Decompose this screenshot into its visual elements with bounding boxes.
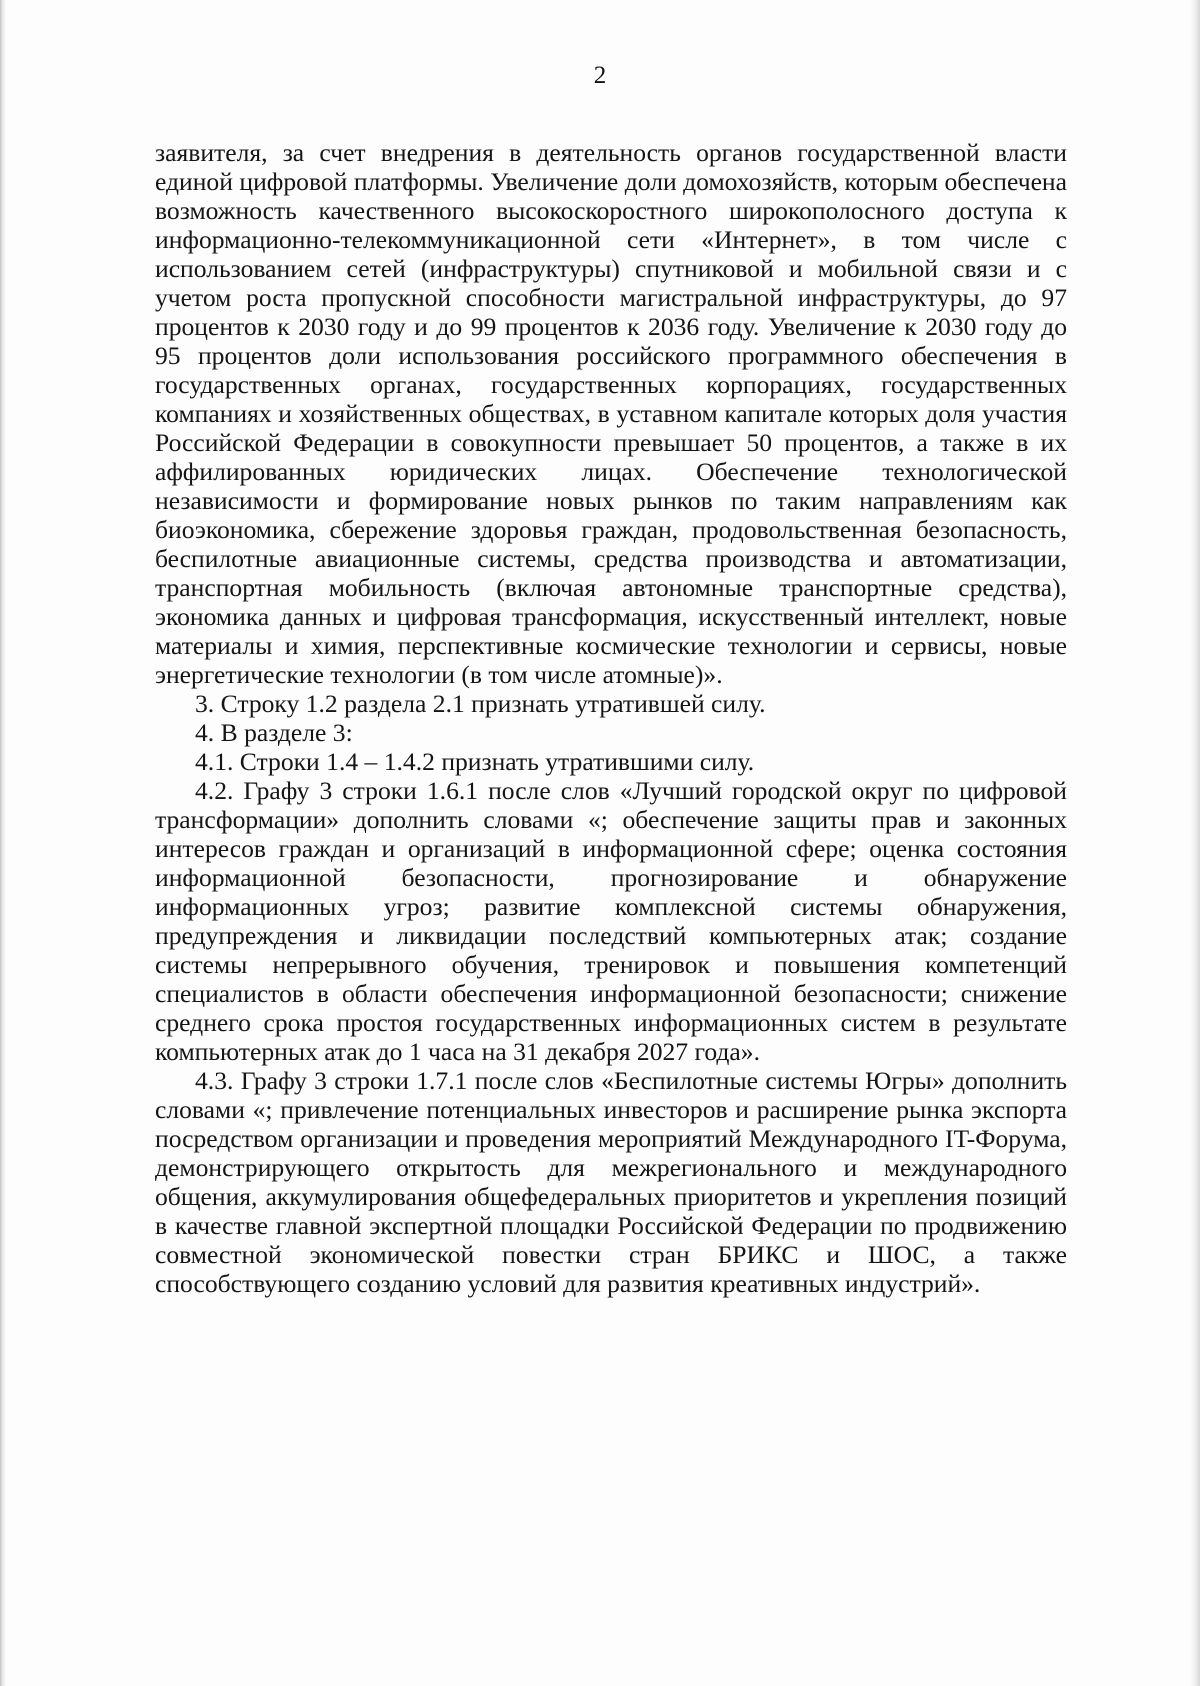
scan-edge-right [1190, 0, 1200, 1686]
paragraph-item-3: 3. Строку 1.2 раздела 2.1 признать утратившей силу. [195, 689, 766, 718]
paragraph-item-4-1: 4.1. Строки 1.4 – 1.4.2 признать утратившими силу. [195, 747, 755, 776]
paragraph-item-4: 4. В разделе 3: [195, 718, 353, 747]
paragraph-item-4-3: 4.3. Графу 3 строки 1.7.1 после слов «Беспилотные системы Югры» дополнить словами «; привлечение потенциальных инвесторов и расширение рынка экспорта посредством организации и проведения мероприятий Международного IT-Форума, демонстрирующего открытость для межрегионального и международного общения, аккумулирования общефедеральных приоритетов и укрепления позиций в качестве главной экспертной площадки Российской Федерации по продвижению совместной экономической повестки стран БРИКС и ШОС, а также способствующего созданию условий для развития креативных индустрий». [155, 1066, 1067, 1298]
paragraph-continuation: заявителя, за счет внедрения в деятельность органов государственной власти единой цифровой платформы. Увеличение доли домохозяйств, которым обеспечена возможность качественного высокоскоростного широкополосного доступа к информационно-телекоммуникационной сети «Интернет», в том числе с использованием сетей (инфраструктуры) спутниковой и мобильной связи и с учетом роста пропускной способности магистральной инфраструктуры, до 97 процентов к 2030 году и до 99 процентов к 2036 году. Увеличение к 2030 году до 95 процентов доли использования российского программного обеспечения в государственных органах, государственных корпорациях, государственных компаниях и хозяйственных обществах, в уставном капитале которых доля участия Российской Федерации в совокупности превышает 50 процентов, а также в их аффилированных юридических лицах. Обеспечение технологической независимости и формирование новых рынков по таким направлениям как биоэкономика, сбережение здоровья граждан, продовольственная безопасность, беспилотные авиационные системы, средства производства и автоматизации, транспортная мобильность (включая автономные транспортные средства), экономика данных и цифровая трансформация, искусственный интеллект, новые материалы и химия, перспективные космические технологии и сервисы, новые энергетические технологии (в том числе атомные)». [155, 138, 1067, 689]
scan-edge-left [0, 0, 6, 1686]
paragraph-item-4-2: 4.2. Графу 3 строки 1.6.1 после слов «Лучший городской округ по цифровой трансформации» дополнить словами «; обеспечение защиты прав и законных интересов граждан и организаций в информационной сфере; оценка состояния информационной безопасности, прогнозирование и обнаружение информационных угроз; развитие комплексной системы обнаружения, предупреждения и ликвидации последствий компьютерных атак; создание системы непрерывного обучения, тренировок и повышения компетенций специалистов в области обеспечения информационной безопасности; снижение среднего срока простоя государственных информационных систем в результате компьютерных атак до 1 часа на 31 декабря 2027 года». [155, 776, 1067, 1066]
page-number: 2 [593, 62, 607, 89]
document-body [155, 138, 1067, 1298]
